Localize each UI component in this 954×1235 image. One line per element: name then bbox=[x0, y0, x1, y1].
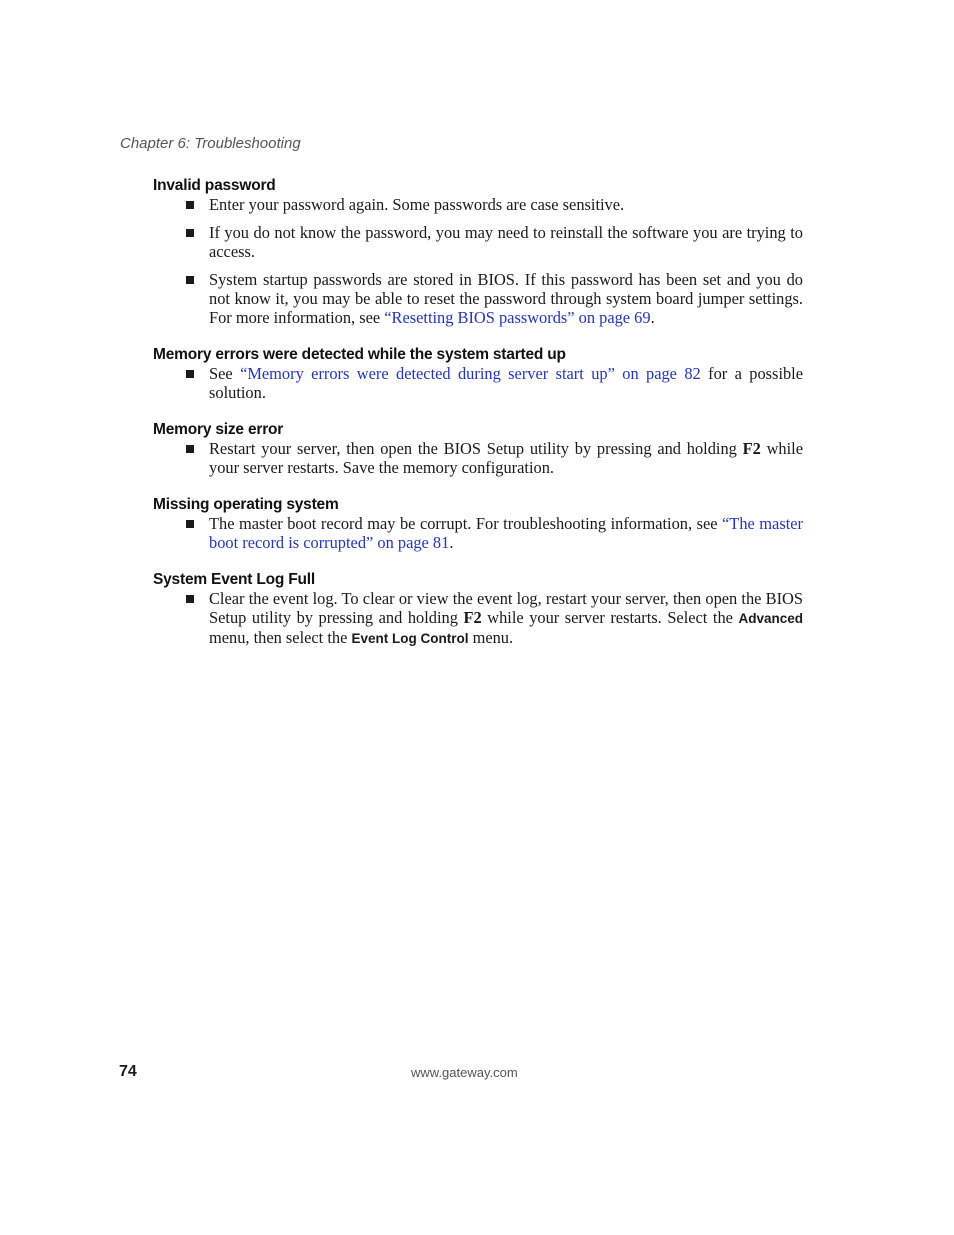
square-bullet-icon bbox=[186, 201, 194, 209]
list-item bbox=[153, 589, 803, 648]
section-heading: Memory size error bbox=[153, 421, 284, 438]
section-heading: System Event Log Full bbox=[153, 571, 316, 588]
running-head: Chapter 6: Troubleshooting bbox=[120, 135, 301, 152]
item-text: Enter your password again. Some passwords are case sensitive. bbox=[209, 195, 625, 214]
section-invalid-password bbox=[153, 176, 803, 327]
bullet-list bbox=[153, 364, 803, 402]
item-text: menu. bbox=[468, 628, 514, 647]
item-text: The master boot record may be corrupt. For troubleshooting information, see bbox=[209, 514, 723, 533]
cross-reference-link[interactable]: “Memory errors were detected during server start up” on page 82 bbox=[240, 364, 701, 383]
bullet-list bbox=[153, 195, 803, 327]
list-item bbox=[153, 270, 803, 327]
footer-url: www.gateway.com bbox=[411, 1065, 518, 1080]
section-memory-size-error bbox=[153, 420, 803, 477]
list-item bbox=[153, 439, 803, 477]
item-text: . bbox=[449, 533, 454, 552]
square-bullet-icon bbox=[186, 595, 194, 603]
key-name: F2 bbox=[463, 608, 482, 627]
item-text: for a possible solution. bbox=[209, 364, 804, 402]
item-text: Restart your server, then open the BIOS Setup utility by pressing and holding bbox=[209, 439, 743, 458]
menu-name-event-log-control: Event Log Control bbox=[351, 631, 469, 646]
item-text: while your server restarts. Save the memory configuration. bbox=[209, 439, 804, 477]
item-text: . bbox=[650, 308, 655, 327]
section-missing-os bbox=[153, 495, 803, 552]
bullet-list bbox=[153, 439, 803, 477]
item-text: See bbox=[209, 364, 241, 383]
square-bullet-icon bbox=[186, 229, 194, 237]
list-item bbox=[153, 514, 803, 552]
page-number: 74 bbox=[119, 1063, 137, 1080]
page-content bbox=[153, 176, 803, 666]
item-text: If you do not know the password, you may need to reinstall the software you are trying to access. bbox=[209, 223, 803, 261]
key-name: F2 bbox=[742, 439, 761, 458]
cross-reference-link[interactable]: “The master boot record is corrupted” on page 81 bbox=[209, 514, 803, 552]
section-heading: Invalid password bbox=[153, 177, 276, 194]
section-heading: Memory errors were detected while the system started up bbox=[153, 346, 566, 363]
section-memory-errors bbox=[153, 345, 803, 402]
section-event-log-full bbox=[153, 570, 803, 648]
menu-name-advanced: Advanced bbox=[738, 611, 803, 626]
square-bullet-icon bbox=[186, 520, 194, 528]
cross-reference-link[interactable]: “Resetting BIOS passwords” on page 69 bbox=[384, 308, 651, 327]
item-text: menu, then select the bbox=[209, 628, 352, 647]
item-text: System startup passwords are stored in BIOS. If this password has been set and you do not know it, you may be able to reset the password through system board jumper settings. For more information, see bbox=[209, 270, 803, 327]
bullet-list bbox=[153, 514, 803, 552]
bullet-list bbox=[153, 589, 803, 648]
list-item bbox=[153, 195, 803, 214]
list-item bbox=[153, 364, 803, 402]
square-bullet-icon bbox=[186, 276, 194, 284]
item-text: while your server restarts. Select the bbox=[481, 608, 739, 627]
list-item bbox=[153, 223, 803, 261]
section-heading: Missing operating system bbox=[153, 496, 339, 513]
item-text: Clear the event log. To clear or view the event log, restart your server, then open the BIOS Setup utility by pressing and holding bbox=[209, 589, 803, 627]
square-bullet-icon bbox=[186, 445, 194, 453]
square-bullet-icon bbox=[186, 370, 194, 378]
